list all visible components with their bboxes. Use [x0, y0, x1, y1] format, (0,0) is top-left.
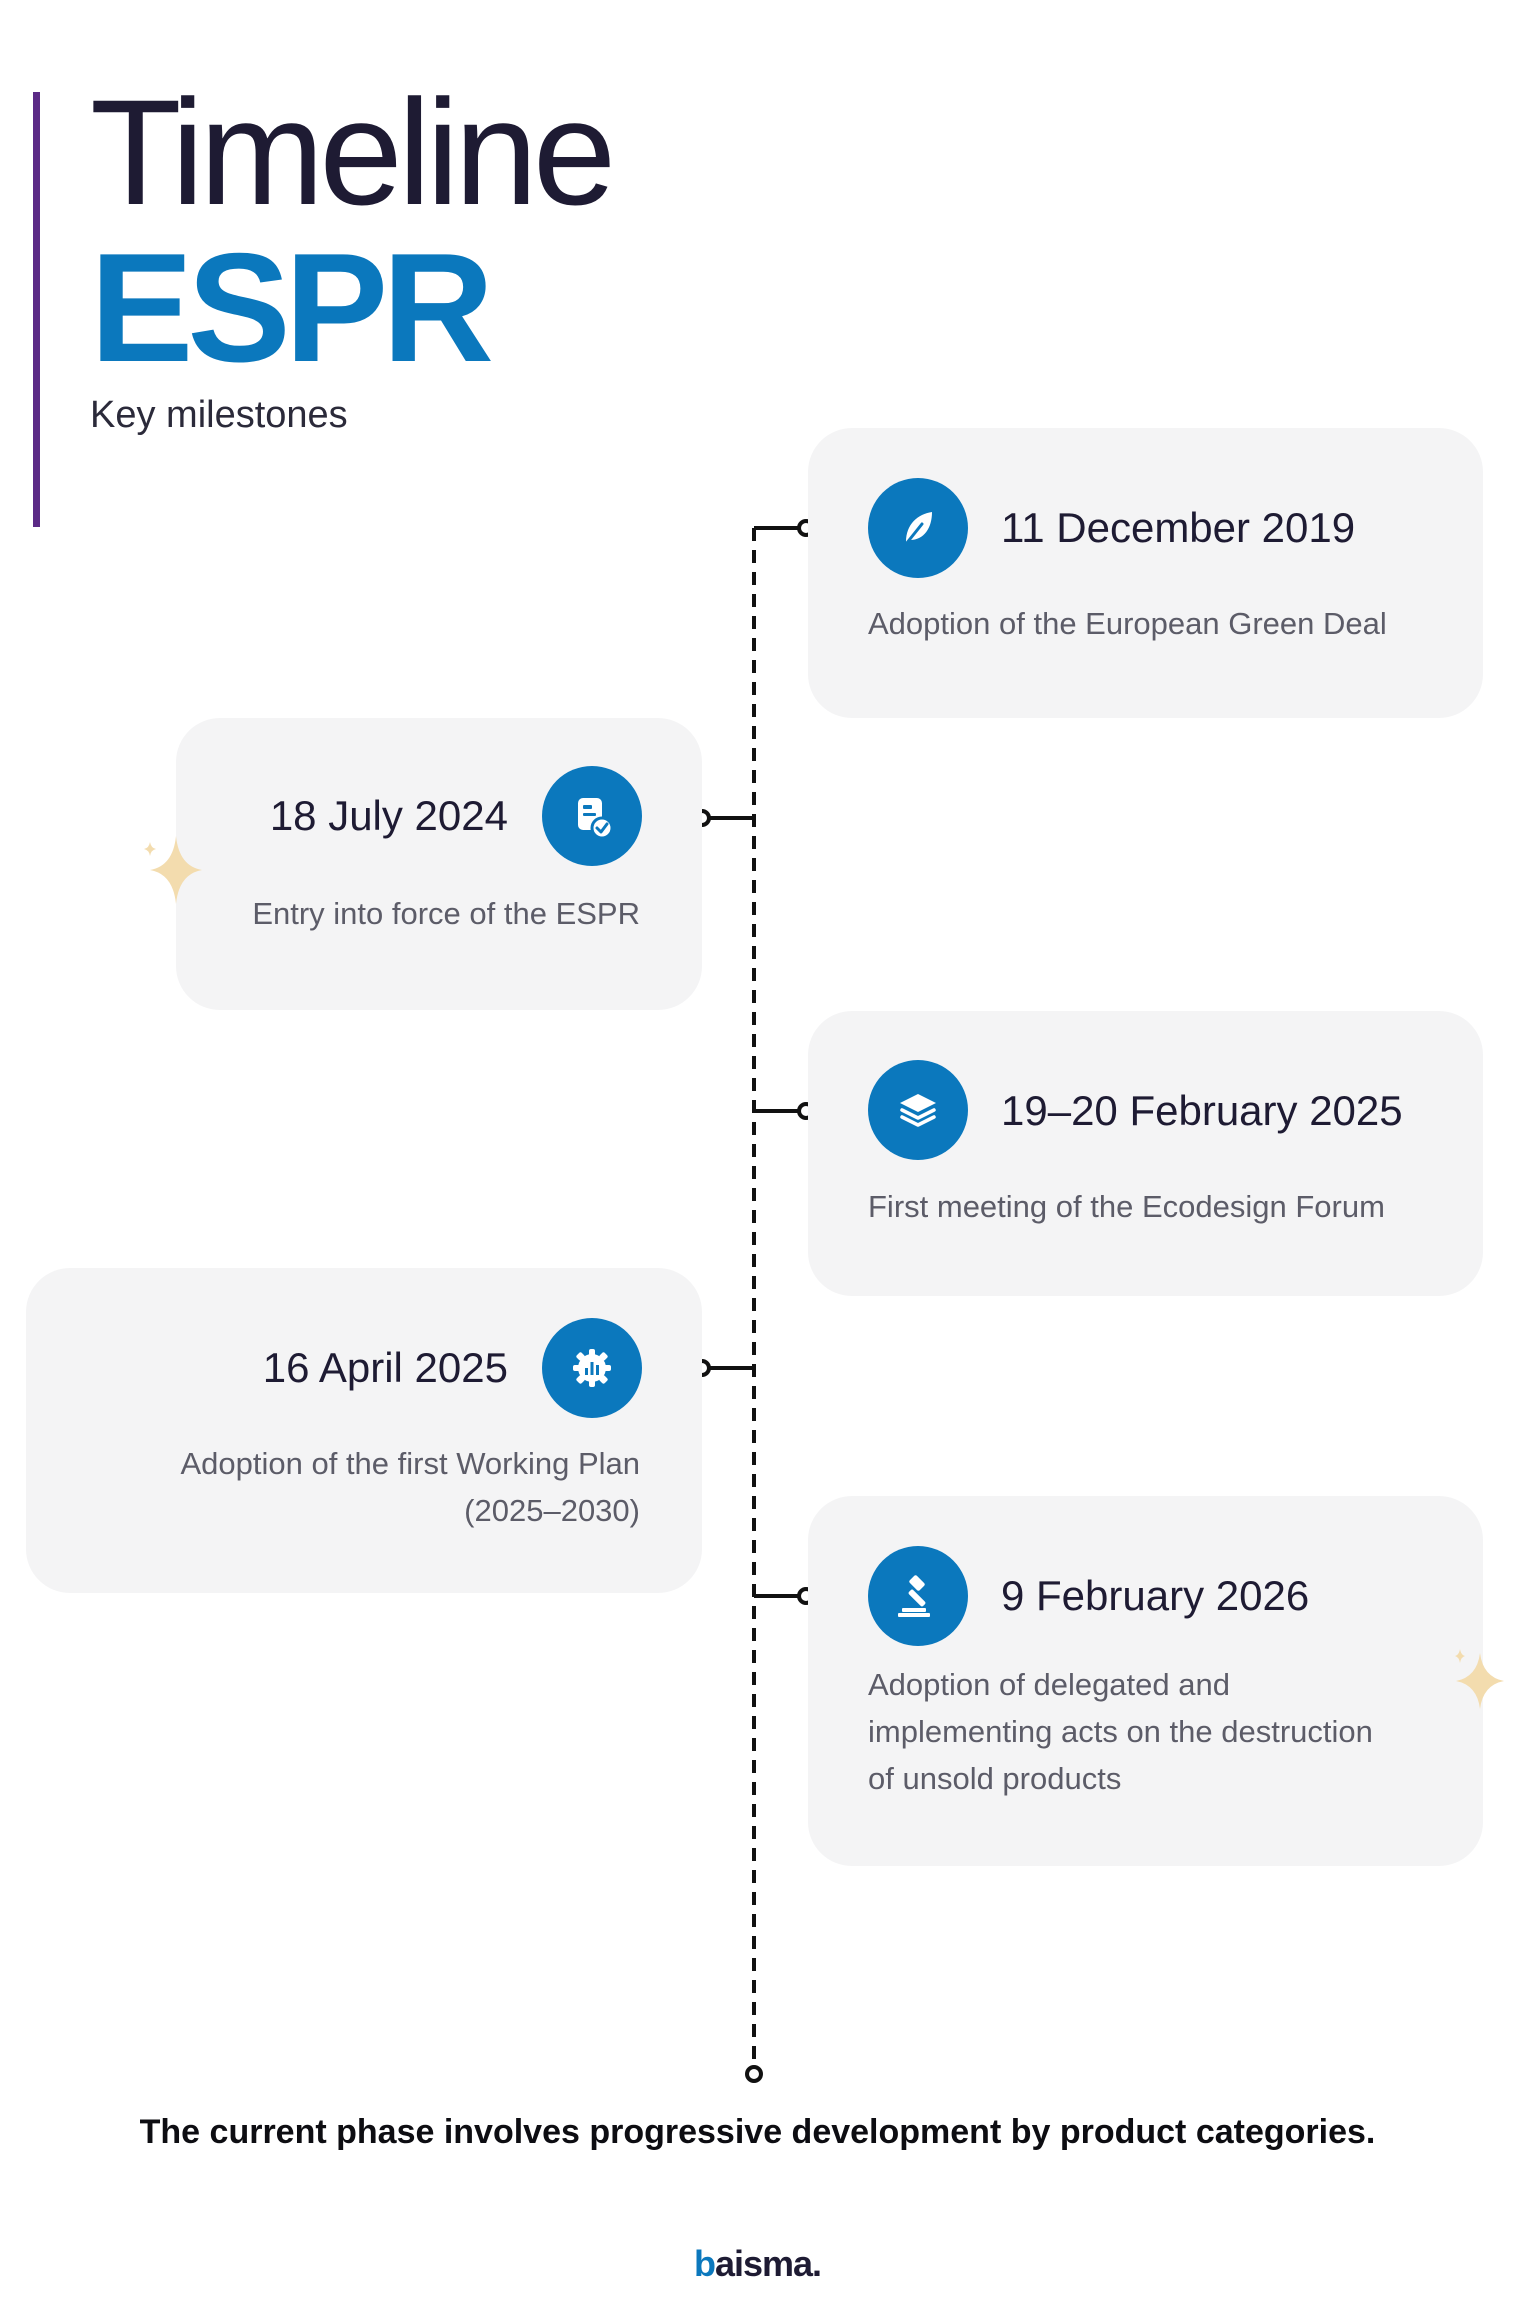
milestone-card-1: [808, 428, 1483, 718]
milestone-date: 19–20 February 2025: [1001, 1087, 1403, 1134]
brand-logo-rest: aisma.: [714, 2243, 822, 2284]
sparkle-icon: [1450, 1645, 1510, 1715]
milestone-description-line: of unsold products: [868, 1761, 1122, 1796]
sparkle-icon: [140, 830, 210, 910]
milestone-date: 16 April 2025: [262, 1344, 508, 1391]
page-accent-title: ESPR: [90, 221, 489, 394]
milestone-date: 11 December 2019: [1001, 504, 1356, 551]
milestone-description: Adoption of the European Green Deal: [868, 606, 1387, 641]
gavel-icon: [868, 1546, 968, 1646]
milestone-card-5: [808, 1496, 1483, 1866]
brand-logo-prefix: b: [693, 2243, 715, 2284]
milestone-card-3: [808, 1011, 1483, 1296]
document-check-icon: [542, 766, 642, 866]
layers-icon: [868, 1060, 968, 1160]
gear-chart-icon: [542, 1318, 642, 1418]
timeline-end-dot: [747, 2067, 761, 2081]
page-title: Timeline: [90, 68, 612, 236]
milestone-description-line: Adoption of the first Working Plan: [180, 1446, 640, 1481]
milestone-description-line: (2025–2030): [464, 1493, 640, 1528]
milestone-date: 18 July 2024: [269, 792, 508, 839]
milestone-description-line: implementing acts on the destruction: [868, 1714, 1373, 1749]
milestone-description: [80, 1440, 640, 1534]
milestone-description: First meeting of the Ecodesign Forum: [868, 1189, 1385, 1224]
milestone-card-2: [176, 718, 702, 1010]
milestone-description: [868, 1661, 1458, 1802]
page-subtitle: Key milestones: [90, 394, 348, 436]
milestone-date: 9 February 2026: [1001, 1572, 1310, 1619]
leaf-icon: [868, 478, 968, 578]
footer-note: The current phase involves progressive development by product categories.: [139, 2113, 1376, 2151]
milestone-card-4: [26, 1268, 702, 1593]
milestone-description-line: Adoption of delegated and: [868, 1667, 1230, 1702]
brand-logo: [0, 2242, 1515, 2286]
milestone-description: Entry into force of the ESPR: [252, 896, 640, 931]
